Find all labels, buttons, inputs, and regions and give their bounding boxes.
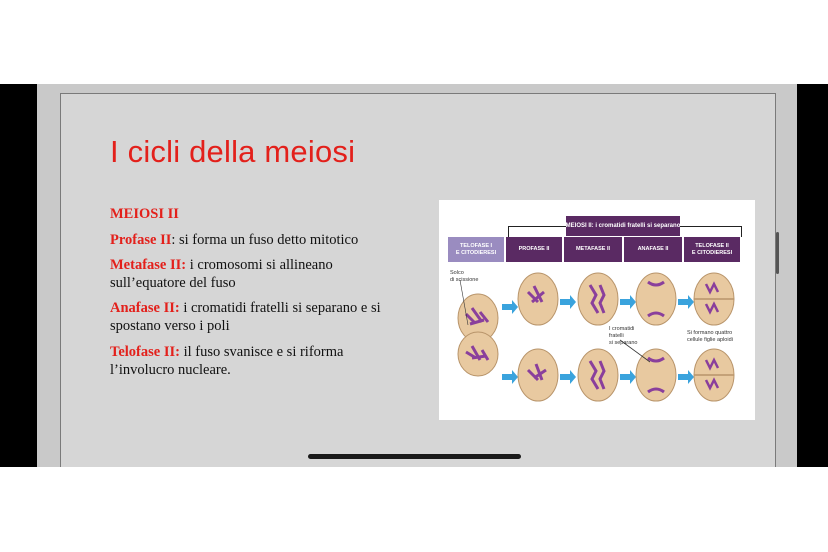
phase-name: Profase II <box>110 232 172 248</box>
header-line: PROFASE II <box>518 246 550 252</box>
header-line: METAFASE II <box>575 246 611 252</box>
phase-sep: : <box>174 300 180 316</box>
label-line: di scissione <box>450 277 479 283</box>
phase-name: Metafase II <box>110 257 182 273</box>
figure-banner: MEIOSI II: i cromatidi fratelli si separano <box>566 216 680 236</box>
label-line: Si formano quattro <box>687 330 733 336</box>
header-line: TELOFASE II <box>695 242 729 249</box>
phase-name: Telofase II <box>110 344 176 360</box>
header-line: TELOFASE I <box>459 242 493 249</box>
phase-text-cont: spostano verso i poli <box>110 318 230 334</box>
home-indicator[interactable] <box>308 454 521 459</box>
label-line: cellule figlie aploidi <box>687 337 733 343</box>
label-line: I cromatidi <box>609 326 635 332</box>
header-line: E CITODIERESI <box>455 249 497 256</box>
header-line: ANAFASE II <box>637 246 669 252</box>
phase-text: si forma un fuso detto mitotico <box>175 232 359 248</box>
profase-2-cells <box>518 273 558 401</box>
phase-text-cont: sull’equatore del fuso <box>110 275 236 291</box>
phase-name: Anafase II <box>110 300 175 316</box>
label-line: Solco <box>450 270 464 276</box>
section-label: MEIOSI II <box>110 206 179 222</box>
phase-sep: : <box>171 232 176 248</box>
slide-title: I cicli della meiosi <box>110 134 356 169</box>
phase-text: i cromosomi si allineano <box>186 257 333 273</box>
header-line: E CITODIERESI <box>691 249 733 256</box>
phase-text-cont: l’involucro nucleare. <box>110 362 231 378</box>
phase-text: i cromatidi fratelli si separano e si <box>179 300 381 316</box>
anafase-2-cells <box>620 273 676 401</box>
phase-sep: : <box>175 344 180 360</box>
telofase-1-cells <box>458 280 498 376</box>
label-line: fratelli <box>609 333 624 339</box>
phase-text: il fuso svanisce e si riforma <box>179 344 344 360</box>
telofase-2-cells <box>694 273 734 401</box>
phase-sep: : <box>181 257 187 273</box>
metafase-2-cells <box>578 273 618 401</box>
label-line: si separano <box>609 340 638 346</box>
